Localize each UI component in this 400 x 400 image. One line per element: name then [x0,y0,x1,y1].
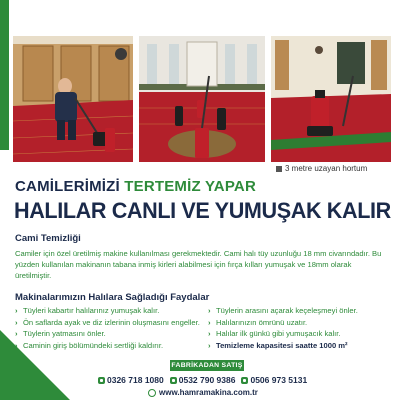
green-accent-bar [0,0,9,150]
list-item: › Tüylerin arasını açarak keçeleşmeyi önler. [208,305,358,317]
list-item-capacity: › Temizleme kapasitesi saatte 1000 m² [208,340,358,352]
headline-part1: CAMİLERİMİZİ [15,178,120,195]
square-bullet-icon [276,166,282,172]
phone-3[interactable] [241,375,307,385]
caption-text: 3 metre uzayan hortum [285,164,368,173]
phone-number: 0506 973 5131 [250,375,308,385]
section-title-mosque-cleaning: Cami Temizliği [15,233,81,244]
phone-number: 0326 718 1080 [107,375,164,385]
photo-caption [276,164,367,173]
benefits-list-right [208,305,358,351]
phone-1[interactable] [98,375,164,385]
photo-mosque-cleaning-2 [139,36,265,162]
globe-icon [148,389,156,397]
list-item: › Ön saflarda ayak ve diz izlerinin oluşmasını engeller. [15,317,200,329]
website-text: www.hamramakina.com.tr [159,388,258,397]
list-item: › Caminin giriş bölümündeki sertliği kaldırır. [15,340,200,352]
phone-icon [170,377,177,384]
section-paragraph: Camiler için özel üretilmiş makine kullanılması gerekmektedir. Cami halı tüy uzunluğu 18 mm civarındadır. Bu yüzden kullanılan makinanın tabana inmiş kirleri alabilmesi için fırça kılları yumuşak ve 18mm olarak üretilmiştir. [15,249,382,280]
list-item: › Halılarınızın ömrünü uzatır. [208,317,358,329]
photo-mosque-cleaning-1 [13,36,133,162]
phone-icon [241,377,248,384]
phone-2[interactable] [170,375,236,385]
website-link[interactable] [148,388,258,397]
phone-numbers [98,375,307,385]
photo-strip [13,36,391,162]
phone-number: 0532 790 9386 [178,375,236,385]
factory-sales-badge: FABRİKADAN SATIŞ [171,362,243,369]
list-item: › Halılar ilk günkü gibi yumuşacık kalır. [208,328,358,340]
headline-line1 [15,178,385,195]
benefits-list-left [15,305,200,351]
section-title-benefits: Makinalarımızın Halılara Sağladığı Faydalar [15,292,210,303]
photo-mosque-cleaning-3 [271,36,391,162]
list-item: › Tüyleri kabartır halılarınız yumuşak kalır. [15,305,200,317]
list-item: › Tüylerin yatmasını önler. [15,328,200,340]
headline-part2: TERTEMİZ YAPAR [124,178,256,195]
headline-line2: HALILAR CANLI VE YUMUŞAK KALIR [14,198,391,223]
phone-icon [98,377,105,384]
